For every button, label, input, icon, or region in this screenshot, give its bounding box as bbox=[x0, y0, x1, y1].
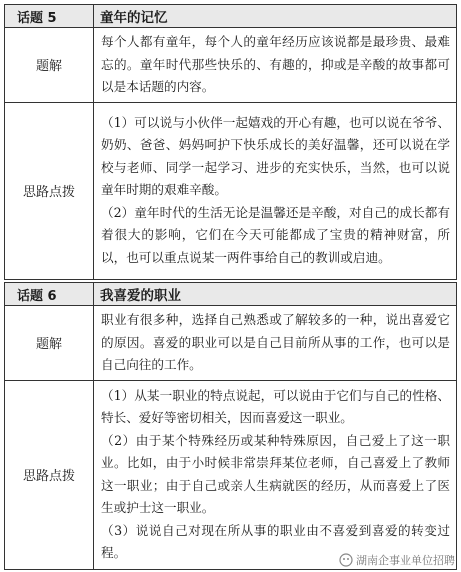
topic-number: 话题 6 bbox=[5, 283, 94, 306]
tip-paragraph: （1）从某一职业的特点说起，可以说由于它们与自己的性格、特长、爱好等密切相关，因而喜爱这一职业。 bbox=[101, 387, 450, 425]
watermark-text: 湖南企事业单位招聘 bbox=[356, 554, 455, 567]
tip-paragraph: （3）说说自己对现在所从事的职业由不喜爱到喜爱的转变过程。 bbox=[101, 522, 450, 560]
topic-6-table bbox=[4, 282, 457, 570]
watermark bbox=[339, 552, 455, 568]
tips-label: 思路点拨 bbox=[5, 380, 94, 569]
tip-paragraph: （2）童年时代的生活无论是温馨还是辛酸，对自己的成长都有着很大的影响，它们在今天可能都成了宝贵的精神财富，所以，也可以重点说某一两件事给自己的教训或启迪。 bbox=[101, 204, 450, 265]
topic-title: 童年的记忆 bbox=[94, 5, 457, 28]
tip-paragraph: （1）可以说与小伙伴一起嬉戏的开心有趣，也可以说在爷爷、奶奶、爸爸、妈妈呵护下快乐成长的美好温馨，还可以说在学校与老师、同学一起学习、进步的充实快乐，当然，也可以说童年时期的艰难辛酸。 bbox=[101, 114, 450, 198]
explain-label: 题解 bbox=[5, 306, 94, 381]
explain-text: 每个人都有童年，每个人的童年经历应该说都是最珍贵、最难忘的。童年时代那些快乐的、有趣的，抑或是辛酸的故事都可以是本话题的内容。 bbox=[94, 28, 457, 103]
tips-label: 思路点拨 bbox=[5, 102, 94, 279]
tip-paragraph: （2）由于某个特殊经历或某种特殊原因，自己爱上了这一职业。比如，由于小时候非常崇拜某位老师，自己喜爱上了教师这一职业；由于自己或亲人生病就医的经历，从而喜爱上了医生或护士这一职业。 bbox=[101, 432, 450, 515]
topic-title: 我喜爱的职业 bbox=[94, 283, 457, 306]
topic-number: 话题 5 bbox=[5, 5, 94, 28]
tips-text bbox=[94, 380, 457, 569]
topic-5-table bbox=[4, 4, 457, 280]
explain-label: 题解 bbox=[5, 28, 94, 103]
tips-text bbox=[94, 102, 457, 279]
wechat-icon bbox=[339, 553, 353, 567]
explain-text: 职业有很多种，选择自己熟悉或了解较多的一种，说出喜爱它的原因。喜爱的职业可以是自己目前所从事的工作，也可以是自己向往的工作。 bbox=[94, 306, 457, 381]
